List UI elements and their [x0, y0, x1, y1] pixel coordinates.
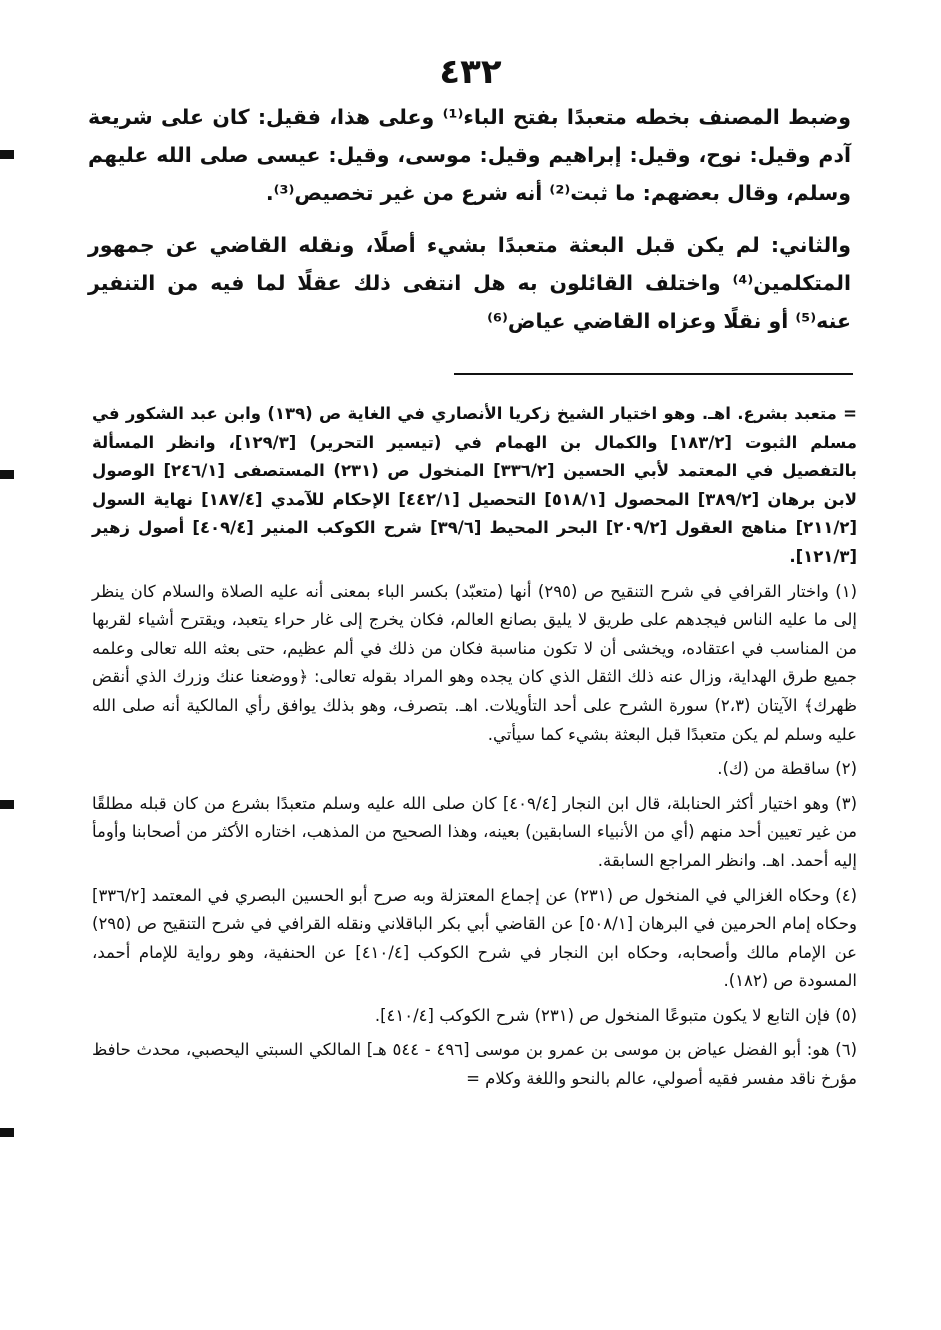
footnote-marker: = — [843, 404, 857, 423]
footnote-6 — [92, 1036, 857, 1093]
footnote-marker: (٢) — [835, 759, 857, 779]
footnote-text: ساقطة من (ك). — [717, 759, 830, 779]
footnote-text: فإن التابع لا يكون متبوعًا المنخول ص (٢٣١) شرح الكوكب [٤١٠/٤]. — [374, 1005, 830, 1025]
footnote-separator — [454, 373, 853, 375]
footnote-continuation — [92, 400, 857, 572]
footnote-2 — [92, 755, 857, 784]
footnote-1 — [92, 578, 857, 750]
footnote-marker: (٣) — [835, 793, 857, 813]
footnote-marker: (٥) — [835, 1005, 857, 1025]
main-text — [88, 98, 851, 354]
footnote-text: وحكاه الغزالي في المنخول ص (٢٣١) عن إجماع المعتزلة وبه صرح أبو الحسين البصري في المعتمد [٣٣٦/٢] وحكاه إمام الحرمين في البرهان [٥٠٨/١] عن القاضي أبي بكر الباقلاني ونقله القرافي في شرح التنقيح ص (٢٩٥) عن الإمام مالك وأصحابه، وحكاه ابن النجار في شرح الكوكب [٤١٠/٤] عن الحنفية، وهو رواية للإمام أحمد، المسودة ص (١٨٢). — [92, 885, 858, 991]
main-paragraph: والثاني: لم يكن قبل البعثة متعبدًا بشيء أصلًا، ونقله القاضي عن جمهور المتكلمين⁽⁴⁾ واختلف القائلون به هل انتفى ذلك عقلًا لما فيه من التنفير عنه⁽⁵⁾ أو نقلًا وعزاه القاضي عياض⁽⁶⁾ — [88, 233, 851, 333]
footnote-4 — [92, 882, 857, 996]
footnote-text: وهو اختيار أكثر الحنابلة، قال ابن النجار [٤٠٩/٤] كان صلى الله عليه وسلم متعبدًا بشرع من كان قبله مطلقًا من غير تعيين أحد منهم (أي من الأنبياء السابقين) بعينه، وهذا الصحيح من المذهب، اختاره الأكثر من أصحابنا وأومأ إليه أحمد. اهـ. وانظر المراجع السابقة. — [92, 793, 857, 870]
footnote-3 — [92, 790, 857, 876]
footnote-marker: (٤) — [835, 885, 857, 905]
footnote-text: واختار القرافي في شرح التنقيح ص (٢٩٥) أنها (متعبّد) بكسر الباء بمعنى أنه عليه الصلاة والسلام كان ينظر إلى ما عليه الناس فيجدهم على طريق لا يليق بصانع العالم، فكان يخرج إلى غار حراء يتعبد، ويقترح أشياء لقربها من المناسب في اعتقاده، ويخشى أن لا تكون مناسبة فكان من ذلك في ألم عظيم، حتى بعثه الله تعالى وعلمه جميع طرق الهداية، وزال عنه ذلك الثقل الذي كان يجده وهو المراد بقوله تعالى: ﴿ووضعنا عنك وزرك الذي أنقض ظهرك﴾ الآيتان (٢،٣) سورة الشرح على أحد التأويلات. اهـ. بتصرف، وهو بذلك يوافق رأي المالكية أنه صلى الله عليه وسلم لم يكن متعبدًا قبل البعثة بشيء كما سيأتي. — [92, 581, 858, 744]
margin-mark — [0, 1128, 14, 1137]
margin-mark — [0, 470, 14, 479]
footnotes — [92, 400, 857, 1100]
main-paragraph: وضبط المصنف بخطه متعبدًا بفتح الباء⁽¹⁾ وعلى هذا، فقيل: كان على شريعة آدم وقيل: نوح، وقيل: إبراهيم وقيل: موسى، وقيل: عيسى صلى الله عليهم وسلم، وقال بعضهم: ما ثبت⁽²⁾ أنه شرع من غير تخصيص⁽³⁾. — [88, 105, 851, 205]
footnote-marker: (١) — [835, 581, 857, 601]
margin-mark — [0, 150, 14, 159]
page-number: ٤٣٢ — [439, 52, 502, 92]
footnote-5 — [92, 1002, 857, 1031]
margin-mark — [0, 800, 14, 809]
footnote-text: هو: أبو الفضل عياض بن موسى بن عمرو بن موسى [٤٩٦ - ٥٤٤ هـ] المالكي السبتي اليحصبي، محدث حافظ مؤرخ ناقد مفسر فقيه أصولي، عالم بالنحو واللغة وكلام = — [92, 1040, 857, 1089]
footnote-text: متعبد بشرع. اهـ. وهو اختيار الشيخ زكريا الأنصاري في الغاية ص (١٣٩) وابن عبد الشكور في مسلم الثبوت [١٨٣/٢] والكمال بن الهمام في (تيسير التحرير) [١٢٩/٣]، وانظر المسألة بالتفصيل في المعتمد لأبي الحسين [٣٣٦/٢] المنخول ص (٢٣١) المستصفى [٢٤٦/١] الوصول لابن برهان [٣٨٩/٢] المحصول [٥١٨/١] التحصيل [٤٤٢/١] الإحكام للآمدي [١٨٧/٤] نهاية السول [٢١١/٢] مناهج العقول [٢٠٩/٢] البحر المحيط [٣٩/٦] شرح الكوكب المنير [٤٠٩/٤] أصول زهير [١٢١/٣]. — [92, 404, 857, 566]
footnote-marker: (٦) — [835, 1040, 857, 1060]
